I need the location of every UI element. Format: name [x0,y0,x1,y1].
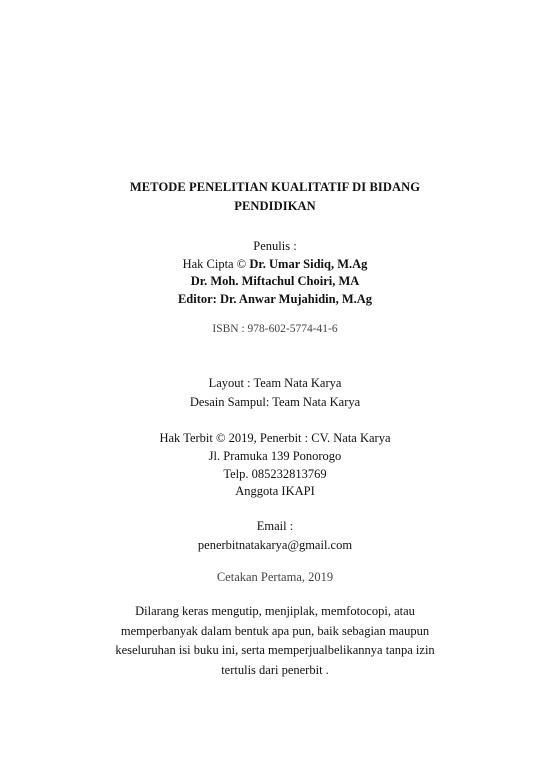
copyright-author-line [0,256,550,274]
edition-text: Cetakan Pertama, 2019 [216,570,334,584]
notice-line-3: keseluruhan isi buku ini, serta memperjualbelikannya tanpa izin [115,643,435,657]
layout-credits [0,374,550,411]
publisher-address: Jl. Pramuka 139 Ponorogo [208,448,342,463]
publisher-phone: Telp. 085232813769 [223,466,327,481]
copyright-prefix: Hak Cipta © [182,256,250,271]
book-title-line-1: METODE PENELITIAN KUALITATIF DI BIDANG [129,180,421,194]
notice-line-4: tertulis dari penerbit . [221,662,329,677]
publisher-info [0,430,550,501]
email-address: penerbitnatakarya@gmail.com [197,537,353,552]
isbn-text: ISBN : 978-602-5774-41-6 [212,323,338,335]
publisher-copyright: Hak Terbit © 2019, Penerbit : CV. Nata Karya [159,431,391,445]
notice-line-1: Dilarang keras mengutip, menjiplak, memfotocopi, atau [135,604,415,618]
layout-credit: Layout : Team Nata Karya [208,376,342,390]
email-label: Email : [256,519,294,533]
isbn [0,321,550,337]
copyright-notice [0,602,550,680]
cover-design-credit: Desain Sampul: Team Nata Karya [189,394,361,409]
book-title [0,178,550,216]
notice-line-2: memperbanyak dalam bentuk apa pun, baik sebagian maupun [120,623,430,638]
publisher-membership: Anggota IKAPI [235,484,315,499]
author-name-1: Dr. Umar Sidiq, M.Ag [249,256,368,271]
email-section [0,517,550,554]
edition [0,568,550,586]
authors-section [0,238,550,308]
authors-heading: Penulis : [253,239,297,253]
editor-name: Editor: Dr. Anwar Mujahidin, M.Ag [177,291,373,306]
book-title-line-2: PENDIDIKAN [234,199,316,213]
author-name-2: Dr. Moh. Miftachul Choiri, MA [190,274,360,288]
